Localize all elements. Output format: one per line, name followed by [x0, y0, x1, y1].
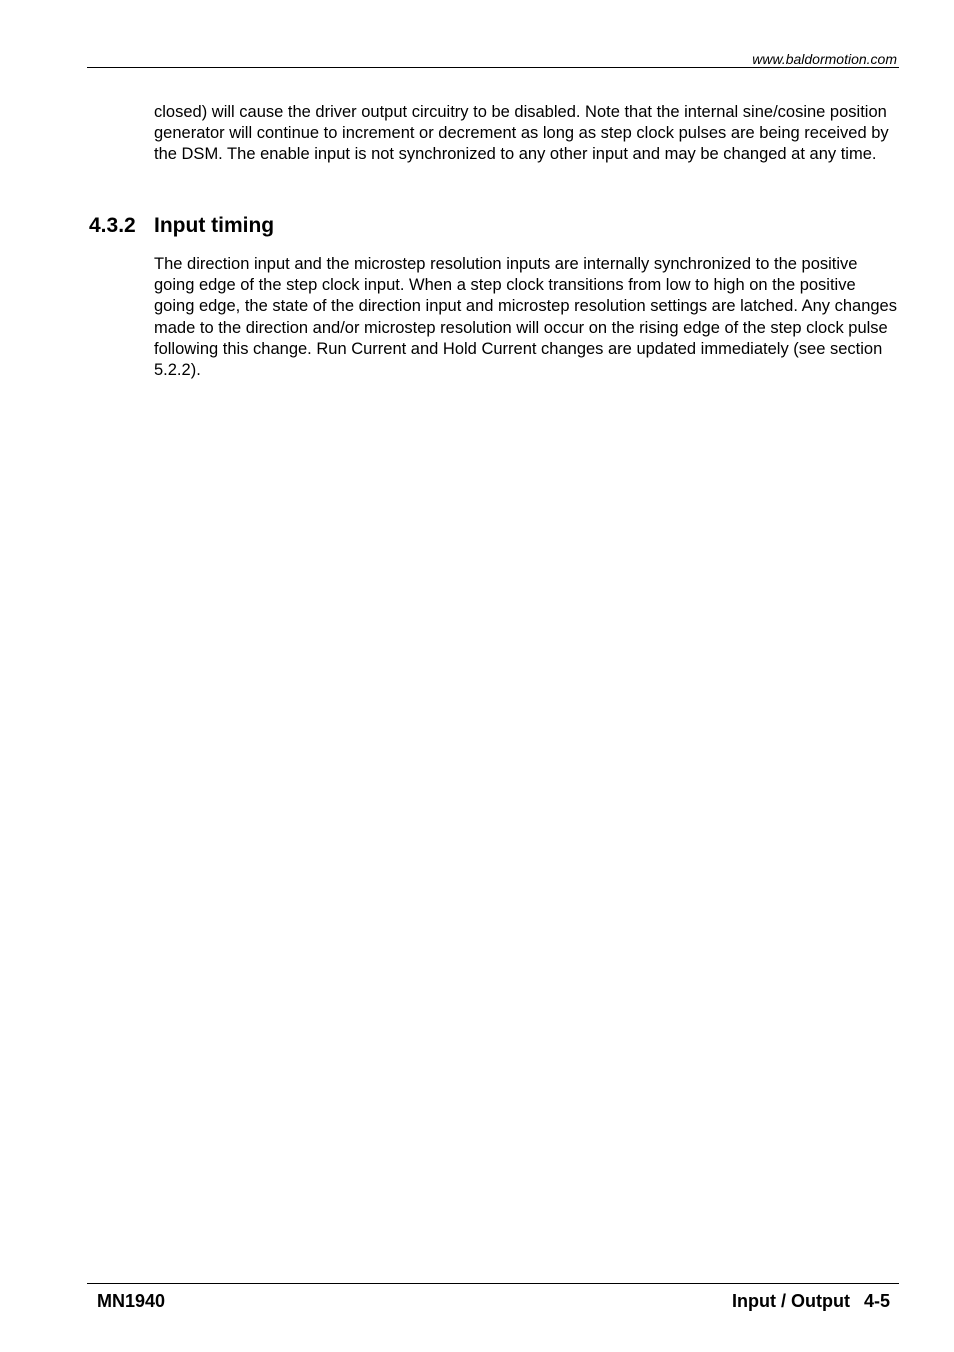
section-number: 4.3.2	[89, 214, 136, 237]
footer-page-number: 4-5	[863, 1291, 890, 1311]
footer-page-info	[732, 1290, 890, 1312]
footer-chapter: Input / Output	[732, 1291, 850, 1311]
header-website-url: www.baldormotion.com	[752, 51, 897, 67]
section-heading	[89, 212, 274, 240]
footer-divider	[87, 1283, 899, 1284]
intro-paragraph: closed) will cause the driver output circuitry to be disabled. Note that the internal sine/cosine position generator will continue to increment or decrement as long as step clock pulses are being received by the DSM. The enable input is not synchronized to any other input and may be changed at any time.	[154, 103, 889, 164]
header-divider	[87, 67, 899, 68]
section-paragraph: The direction input and the microstep resolution inputs are internally synchronized to the positive going edge of the step clock input. When a step clock transitions from low to high on the positive going edge, the state of the direction input and microstep resolution settings are latched. Any changes made to the direction and/or microstep resolution will occur on the rising edge of the step clock pulse following this change. Run Current and Hold Current changes are updated immediately (see section 5.2.2).	[154, 255, 897, 380]
section-title: Input timing	[154, 214, 275, 237]
footer-manual-id: MN1940	[97, 1291, 166, 1311]
